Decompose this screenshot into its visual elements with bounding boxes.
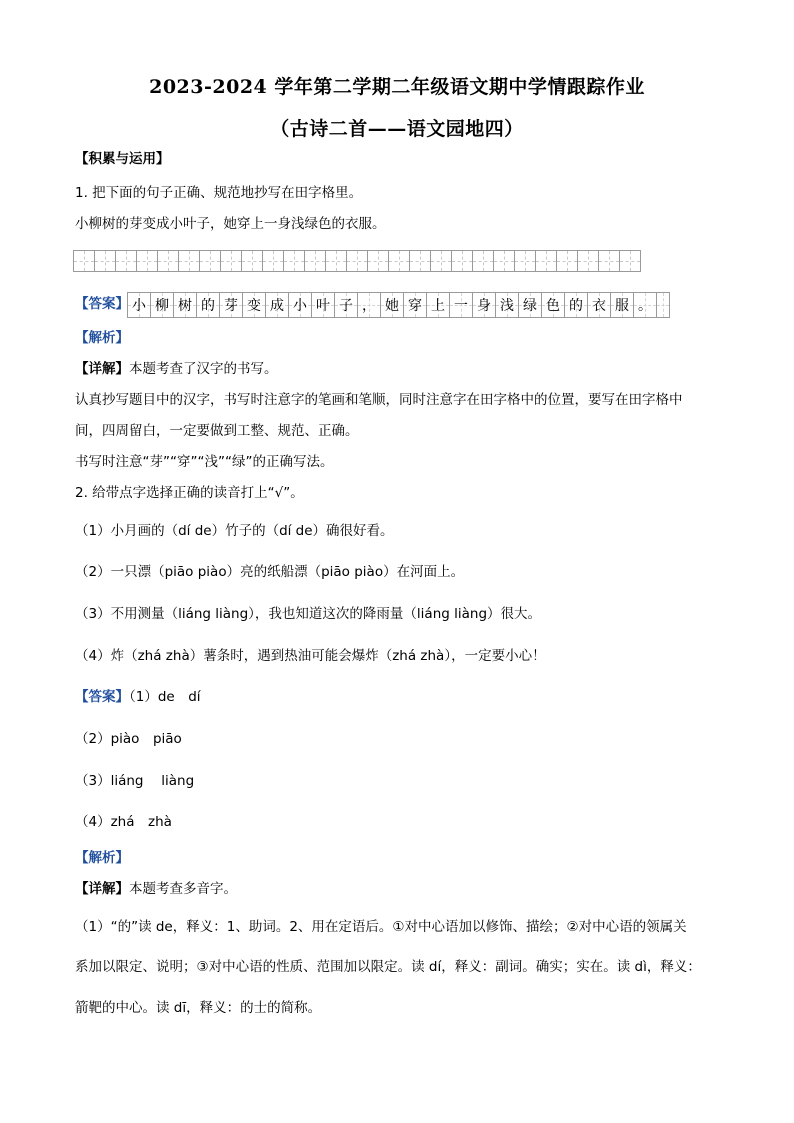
answer-cell bbox=[472, 292, 496, 318]
answer-cell bbox=[334, 292, 358, 318]
detail-line: 【详解】本题考查多音字。 bbox=[75, 881, 237, 897]
analysis-label: 【解析】 bbox=[75, 850, 129, 866]
tianzige-cell bbox=[514, 250, 536, 272]
explanation-paragraph: 认真抄写题目中的汉字，书写时注意字的笔画和笔顺，同时注意字在田字格中的位置，要写在田字格中 bbox=[75, 392, 683, 408]
answer-cell bbox=[518, 292, 542, 318]
tianzige-cell bbox=[94, 250, 116, 272]
answer-char: 柳 bbox=[155, 298, 169, 314]
tianzige-cell bbox=[136, 250, 158, 272]
answer-line: （2）piào piāo bbox=[75, 731, 182, 747]
tianzige-cell bbox=[472, 250, 494, 272]
tianzige-cell bbox=[430, 250, 452, 272]
answer-cell bbox=[242, 292, 266, 318]
tianzige-cell bbox=[304, 250, 326, 272]
question-2-item: （2）一只漂（piāo piào）亮的纸船漂（piāo piào）在河面上。 bbox=[75, 564, 465, 580]
question-2-item: （3）不用测量（liáng liàng），我也知道这次的降雨量（liáng liàng）很大。 bbox=[75, 606, 542, 622]
page-subtitle: （古诗二首——语文园地四） bbox=[270, 118, 524, 140]
answer-line: （4）zhá zhà bbox=[75, 814, 172, 830]
tianzige-cell bbox=[451, 250, 473, 272]
tianzige-cell bbox=[367, 250, 389, 272]
tianzige-cell bbox=[346, 250, 368, 272]
question-1-sentence: 小柳树的芽变成小叶子，她穿上一身浅绿色的衣服。 bbox=[75, 216, 386, 232]
answer-cell bbox=[426, 292, 450, 318]
answer-cell bbox=[564, 292, 588, 318]
answer-cell bbox=[150, 292, 174, 318]
section-heading: 【积累与运用】 bbox=[75, 151, 170, 167]
answer-char: 绿 bbox=[523, 298, 537, 314]
question-1-prompt: 1. 把下面的句子正确、规范地抄写在田字格里。 bbox=[75, 185, 363, 201]
answer-char: 的 bbox=[569, 298, 583, 314]
tianzige-cell bbox=[283, 250, 305, 272]
answer-char: 。 bbox=[638, 298, 652, 314]
answer-char: 穿 bbox=[408, 298, 422, 314]
answer-cell bbox=[196, 292, 220, 318]
answer-char: 一 bbox=[454, 298, 468, 314]
tianzige-cell bbox=[199, 250, 221, 272]
explanation-paragraph: 间，四周留白，一定要做到工整、规范、正确。 bbox=[75, 423, 359, 439]
answer-char: 子 bbox=[339, 298, 353, 314]
answer-line: 【答案】（1）de dí bbox=[75, 689, 201, 705]
answer-cell bbox=[541, 292, 565, 318]
answer-char: 变 bbox=[247, 298, 261, 314]
answer-char: 色 bbox=[546, 298, 560, 314]
answer-cell bbox=[288, 292, 312, 318]
answer-char: 她 bbox=[385, 298, 399, 314]
question-2-item: （1）小月画的（dí de）竹子的（dí de）确很好看。 bbox=[75, 523, 394, 539]
explanation-paragraph: 系加以限定、说明；③对中心语的性质、范围加以限定。读 dí，释义：副词。确实；实在。读 dì，释义： bbox=[75, 959, 701, 975]
answer-char: 上 bbox=[431, 298, 445, 314]
analysis-label: 【解析】 bbox=[75, 330, 129, 346]
answer-char: 叶 bbox=[316, 298, 330, 314]
answer-cell bbox=[587, 292, 611, 318]
tianzige-cell bbox=[493, 250, 515, 272]
explanation-paragraph: （1）“的”读 de，释义：1、助词。2、用在定语后。①对中心语加以修饰、描绘；②对中心语的领属关 bbox=[75, 919, 687, 935]
tianzige-cell bbox=[388, 250, 410, 272]
answer-cell bbox=[380, 292, 404, 318]
answer-cell bbox=[311, 292, 335, 318]
tianzige-cell bbox=[556, 250, 578, 272]
answer-cell bbox=[449, 292, 473, 318]
tianzige-cell bbox=[619, 250, 641, 272]
answer-char: ， bbox=[362, 298, 376, 314]
answer-cell bbox=[127, 292, 151, 318]
tianzige-cell bbox=[598, 250, 620, 272]
answer-cell bbox=[219, 292, 243, 318]
answer-cell bbox=[265, 292, 289, 318]
answer-grid bbox=[128, 292, 670, 318]
answer-char: 小 bbox=[132, 298, 146, 314]
answer-char: 树 bbox=[178, 298, 192, 314]
tianzige-cell bbox=[73, 250, 95, 272]
tianzige-cell bbox=[220, 250, 242, 272]
detail-line: 【详解】本题考查了汉字的书写。 bbox=[75, 361, 278, 377]
tianzige-grid bbox=[74, 250, 641, 272]
answer-cell bbox=[495, 292, 519, 318]
answer-cell bbox=[403, 292, 427, 318]
explanation-paragraph: 箭靶的中心。读 dī，释义：的士的简称。 bbox=[75, 1000, 322, 1016]
tianzige-cell bbox=[577, 250, 599, 272]
answer-cell bbox=[633, 292, 657, 318]
answer-cell bbox=[173, 292, 197, 318]
tianzige-cell bbox=[241, 250, 263, 272]
answer-char: 小 bbox=[293, 298, 307, 314]
tianzige-cell bbox=[409, 250, 431, 272]
question-2-prompt: 2. 给带点字选择正确的读音打上“√”。 bbox=[75, 485, 304, 501]
tianzige-cell bbox=[535, 250, 557, 272]
answer-char: 的 bbox=[201, 298, 215, 314]
answer-char: 服 bbox=[615, 298, 629, 314]
tianzige-cell bbox=[262, 250, 284, 272]
tianzige-cell bbox=[115, 250, 137, 272]
answer-cell bbox=[610, 292, 634, 318]
answer-line: （3）liáng liàng bbox=[75, 773, 195, 789]
answer-label: 【答案】 bbox=[75, 296, 129, 312]
answer-char: 衣 bbox=[592, 298, 606, 314]
answer-cell bbox=[357, 292, 381, 318]
tianzige-cell bbox=[325, 250, 347, 272]
tianzige-cell bbox=[157, 250, 179, 272]
tianzige-cell bbox=[178, 250, 200, 272]
answer-char: 芽 bbox=[224, 298, 238, 314]
answer-char: 身 bbox=[477, 298, 491, 314]
explanation-paragraph: 书写时注意“芽”“穿”“浅”“绿”的正确写法。 bbox=[75, 454, 334, 470]
answer-char: 成 bbox=[270, 298, 284, 314]
answer-cell bbox=[656, 292, 670, 318]
question-2-item: （4）炸（zhá zhà）薯条时，遇到热油可能会爆炸（zhá zhà），一定要小心！ bbox=[75, 648, 546, 664]
page-title: 2023-2024 学年第二学期二年级语文期中学情跟踪作业 bbox=[149, 76, 645, 98]
answer-char: 浅 bbox=[500, 298, 514, 314]
